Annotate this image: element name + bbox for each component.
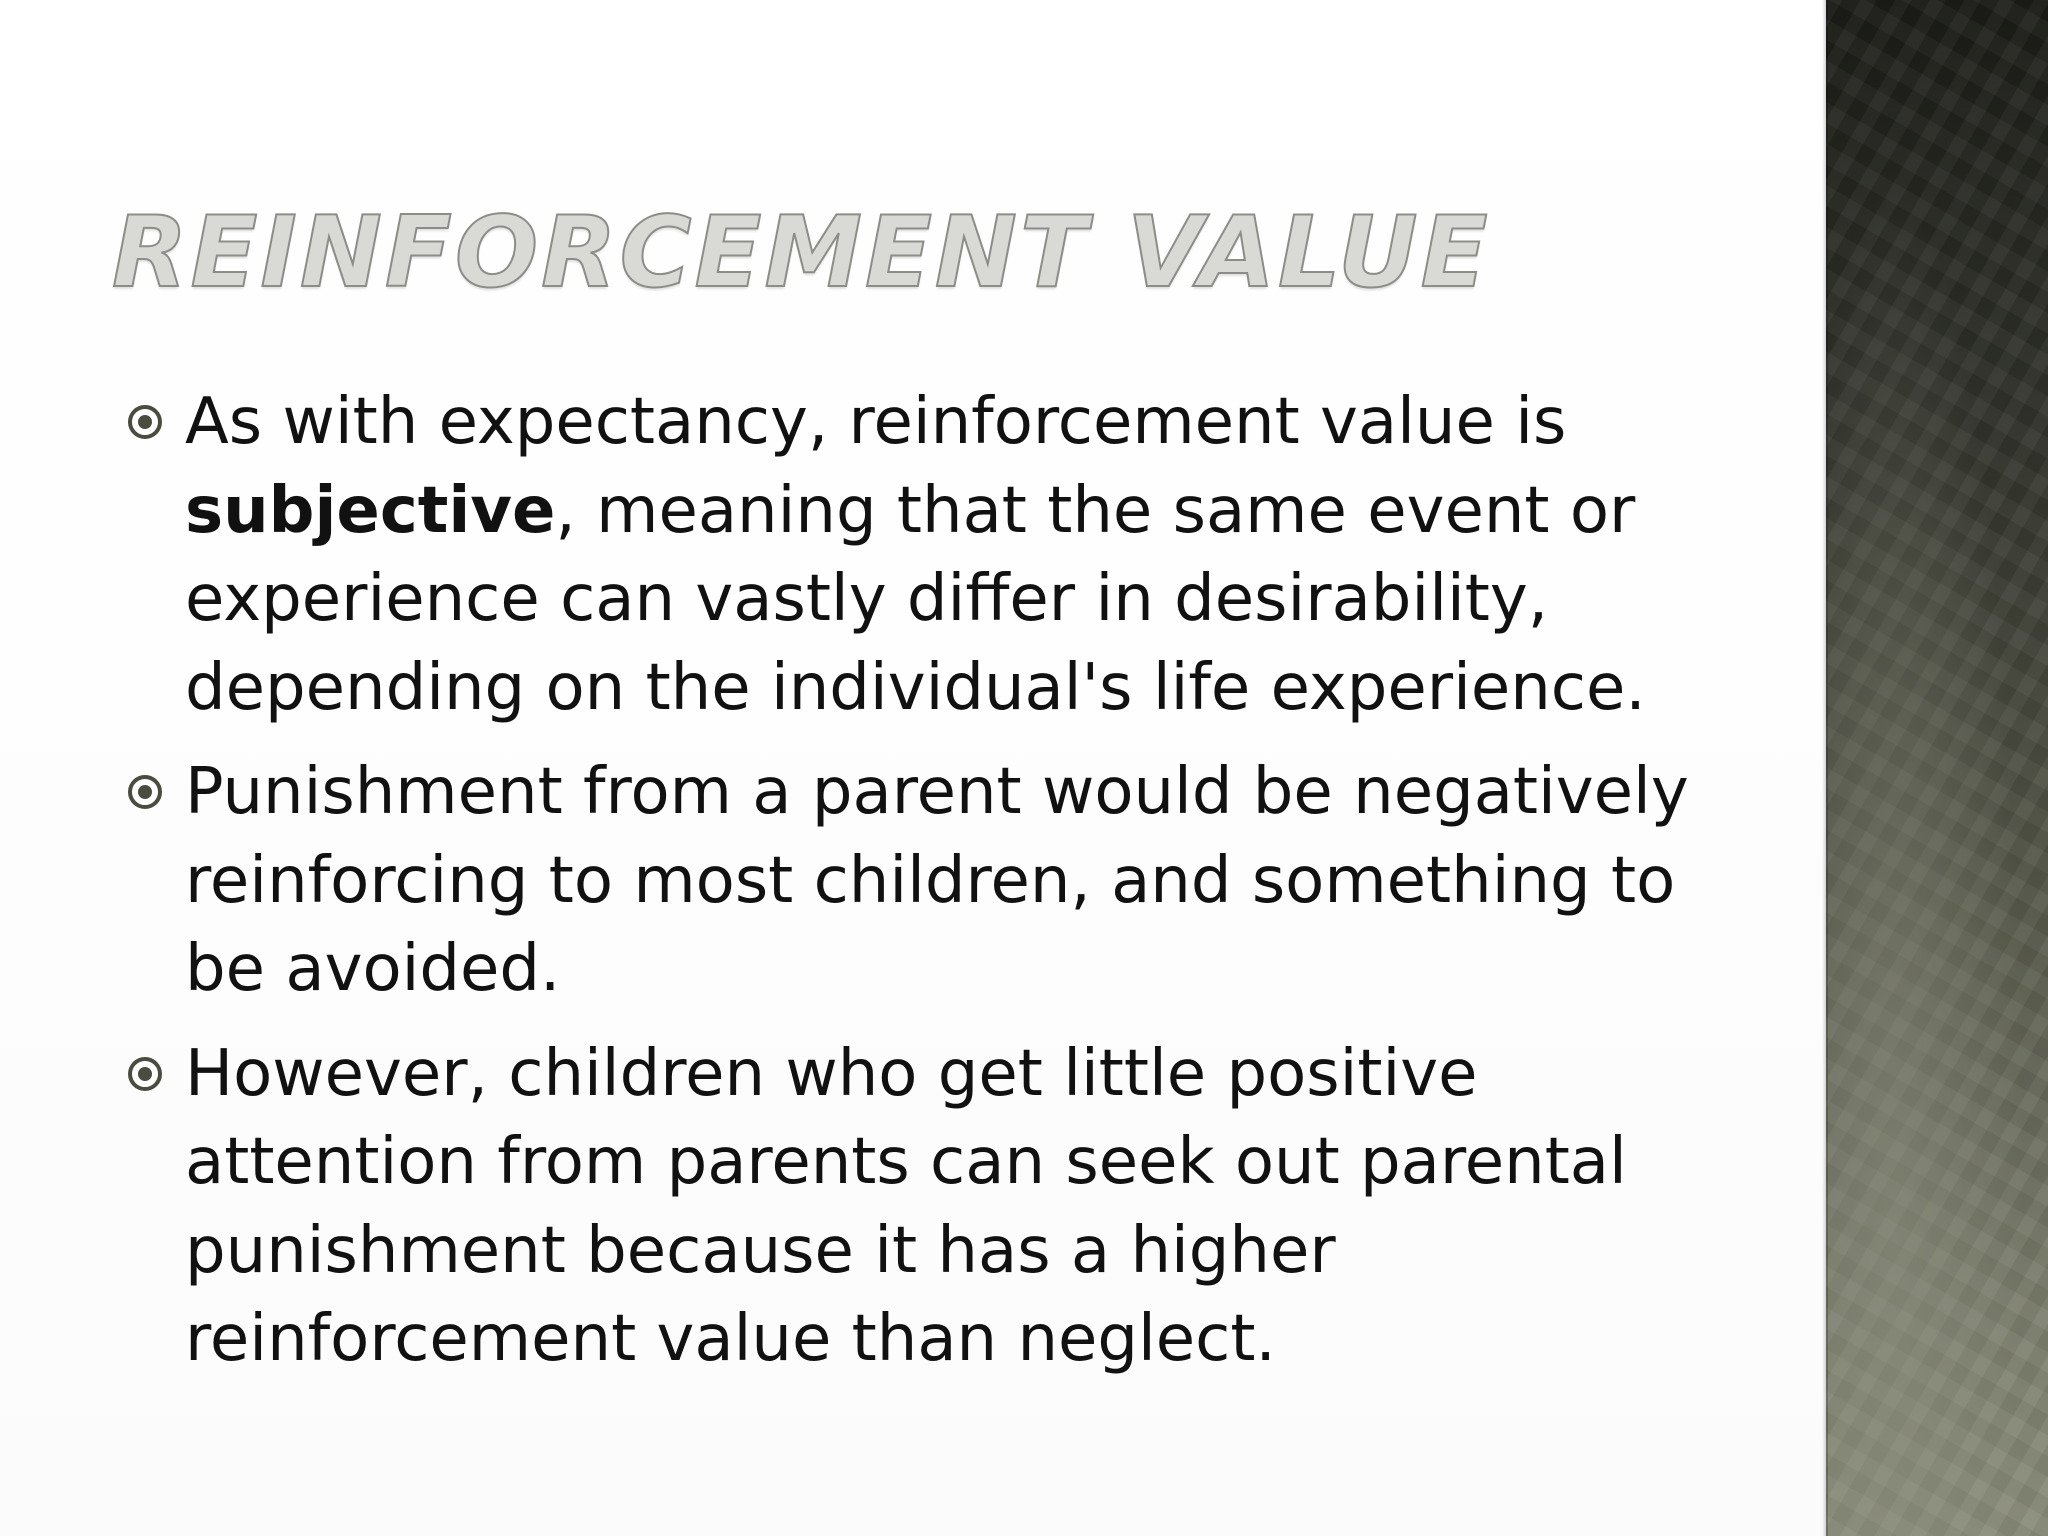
circled-dot-bullet-icon bbox=[128, 1057, 162, 1091]
bullet-item-2 bbox=[122, 748, 1722, 1014]
bullet-text-2: Punishment from a parent would be negatively reinforcing to most children, and something to be avoided. bbox=[185, 755, 1689, 1006]
bullet-1-text-end: , meaning that the same event or experience can vastly differ in desirability, depending on the individual's life experience. bbox=[185, 473, 1646, 725]
decorative-side-panel bbox=[1826, 0, 2048, 1536]
bullet-1-emphasis: subjective bbox=[185, 473, 556, 548]
bullet-item-3 bbox=[122, 1030, 1722, 1384]
side-panel-shadow bbox=[1822, 0, 1828, 1536]
circled-dot-bullet-icon bbox=[128, 775, 162, 809]
bullet-text-1 bbox=[185, 385, 1646, 725]
slide-title: REINFORCEMENT VALUE bbox=[112, 196, 1491, 310]
bullet-list bbox=[122, 378, 1722, 1400]
bullet-item-1 bbox=[122, 378, 1722, 732]
circled-dot-bullet-icon bbox=[128, 405, 162, 439]
bullet-text-3: However, children who get little positive attention from parents can seek out parental punishment because it has a higher reinforcement value than neglect. bbox=[185, 1036, 1627, 1376]
bullet-1-text-start: As with expectancy, reinforcement value is bbox=[185, 385, 1567, 459]
